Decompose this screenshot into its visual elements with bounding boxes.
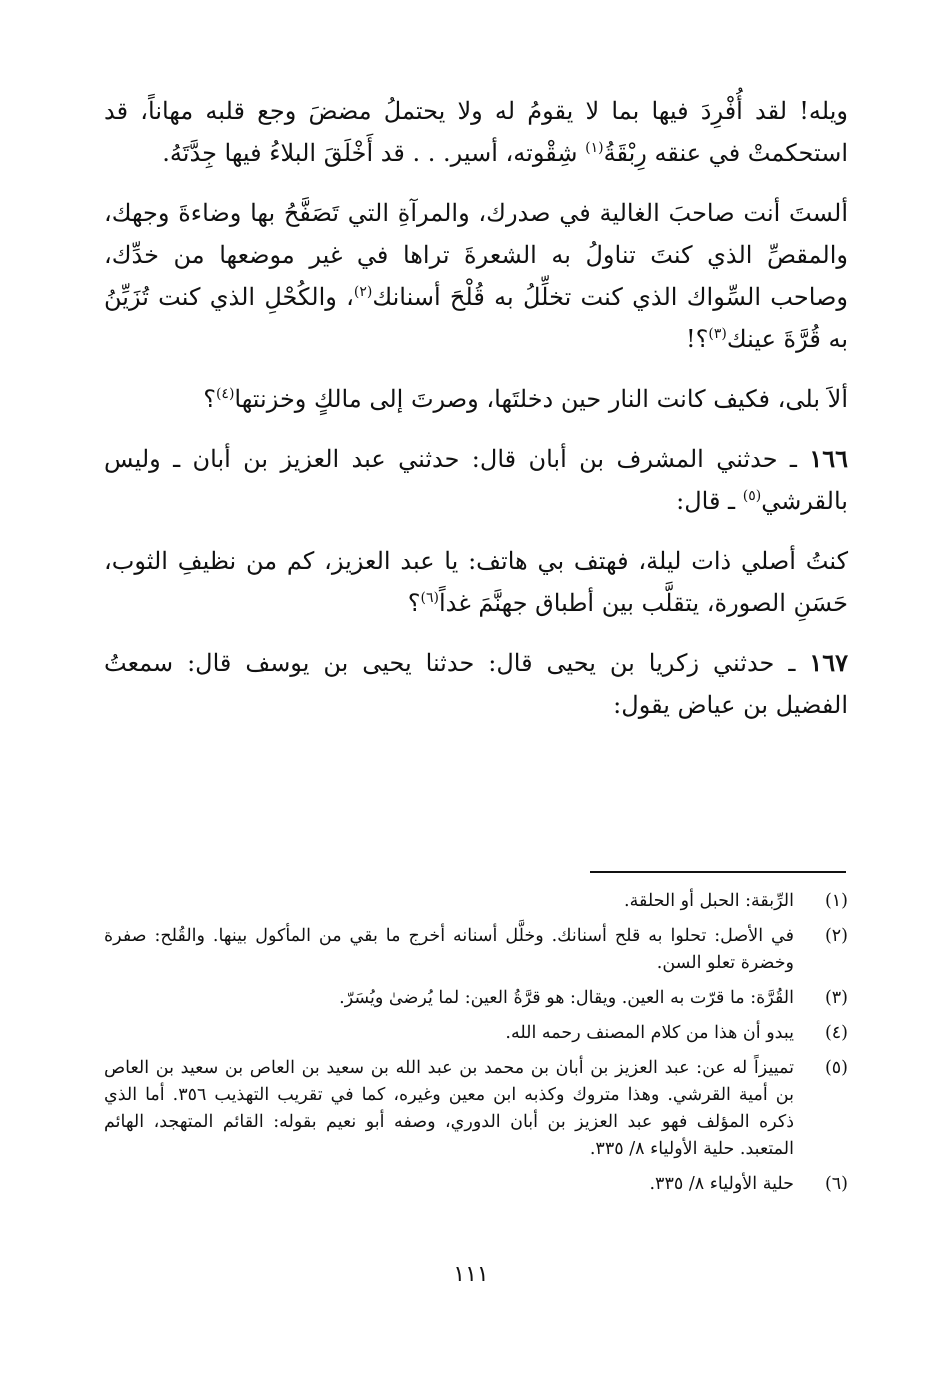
paragraph [104,642,848,726]
text-run: ـ قال: [676,487,743,515]
text-run: ؟ [407,589,421,617]
text-run: كنتُ أصلي ذات ليلة، فهتف بي هاتف: يا عبد العزيز، كم من نظيفِ الثوب، حَسَنِ الصورة، يتقلَّب بين أطباق جهنَّمَ غداً [104,547,848,617]
text-run: ويله! لقد أُفْرِدَ فيها بما لا يقومُ له ولا يحتملُ مضضَ وجع قلبه مهاناً، قد استحكمتْ في عنقه رِبْقَةُ [104,97,848,167]
footnote [104,923,848,977]
footnote-text: القُرَّة: ما قرّت به العين. ويقال: هو قرَّةُ العين: لما يُرضىٰ ويُسَرّ. [339,988,794,1008]
page-number: ١١١ [453,1262,489,1287]
footnote-reference: (٢) [353,284,373,300]
text-run: ألاَ بلى، فكيف كانت النار حين دخلتَها، وصرتَ إلى مالكٍ وخزنتها [234,385,848,413]
text-run: ألستَ أنت صاحبَ الغالية في صدرك، والمرآةِ التي تَصَفَّحُ بها وضاءةَ وجهك، والمقصِّ الذي كنتَ تناولُ به الشعرةَ تراها في غير موضعها من خدِّك، وصاحب السِّواك الذي كنت تخلِّلُ به قُلْحَ أسنانك [104,199,848,311]
footnote-number: (١) [824,891,848,911]
footnote [104,985,848,1012]
footnote-text: في الأصل: تحلوا به قلح أسنانك. وخلَّل أسنانه أخرج ما بقي من المأكول بينها. والقُلح: صفرة وخضرة تعلو السن. [104,926,794,973]
paragraph [104,438,848,522]
paragraph [104,540,848,624]
text-run: ـ حدثني المشرف بن أبان قال: حدثني عبد العزيز بن أبان ـ وليس بالقرشي [104,445,848,515]
footnote-reference: (٥) [742,488,762,504]
footnote-separator [590,871,846,873]
footnote-reference: (٤) [215,386,235,402]
footnote-text: يبدو أن هذا من كلام المصنف رحمه الله. [505,1023,794,1043]
text-run: ـ حدثني زكريا بن يحيى قال: حدثنا يحيى بن يوسف قال: سمعتُ الفضيل بن عياض يقول: [104,649,848,719]
footnote-number: (٣) [824,988,848,1008]
hadith-number: ١٦٧ [809,648,848,677]
footnote-number: (٥) [824,1058,848,1078]
footnote-text: تمييزاً له عن: عبد العزيز بن أبان بن محمد بن عبد الله بن سعيد بن العاص بن سعيد بن العاص بن أمية القرشي. وهذا متروك وكذبه ابن معين وغيره، كما في تقريب التهذيب ٣٥٦. أما الذي ذكره المؤلف فهو عبد العزيز بن أبان الدوري، وصفه أبو نعيم بقوله: القائم المتهجد، الهائم المتعبد. حلية الأولياء ٨/ ٣٣٥. [104,1058,794,1159]
footnote-text: حلية الأولياء ٨/ ٣٣٥. [649,1174,794,1194]
text-run: ، والكُحْلِ الذي كنت تُزَيِّنُ به قُرَّةَ عينك [104,283,848,353]
footnote-reference: (١) [585,140,604,156]
footnote-text: الرِّبقة: الحبل أو الحلقة. [624,891,794,911]
footnote-number: (٦) [824,1174,848,1194]
footnote [104,1055,848,1163]
text-run: ؟ [203,385,216,413]
paragraph [104,378,848,420]
text-run: ؟! [686,325,709,353]
footnote-number: (٢) [824,926,848,946]
hadith-number: ١٦٦ [809,444,848,473]
paragraph [104,90,848,174]
footnote [104,1020,848,1047]
text-run: شِقْوته، أسير. . . قد أَخْلَقَ البلاءُ فيها جِدَّتَهُ. [162,139,586,167]
main-text [104,90,848,744]
footnote [104,888,848,915]
footnote-reference: (٦) [420,590,439,606]
paragraph [104,192,848,360]
footnote-reference: (٣) [708,326,727,342]
footnotes [104,888,848,1206]
footnote-number: (٤) [824,1023,848,1043]
footnote [104,1171,848,1198]
